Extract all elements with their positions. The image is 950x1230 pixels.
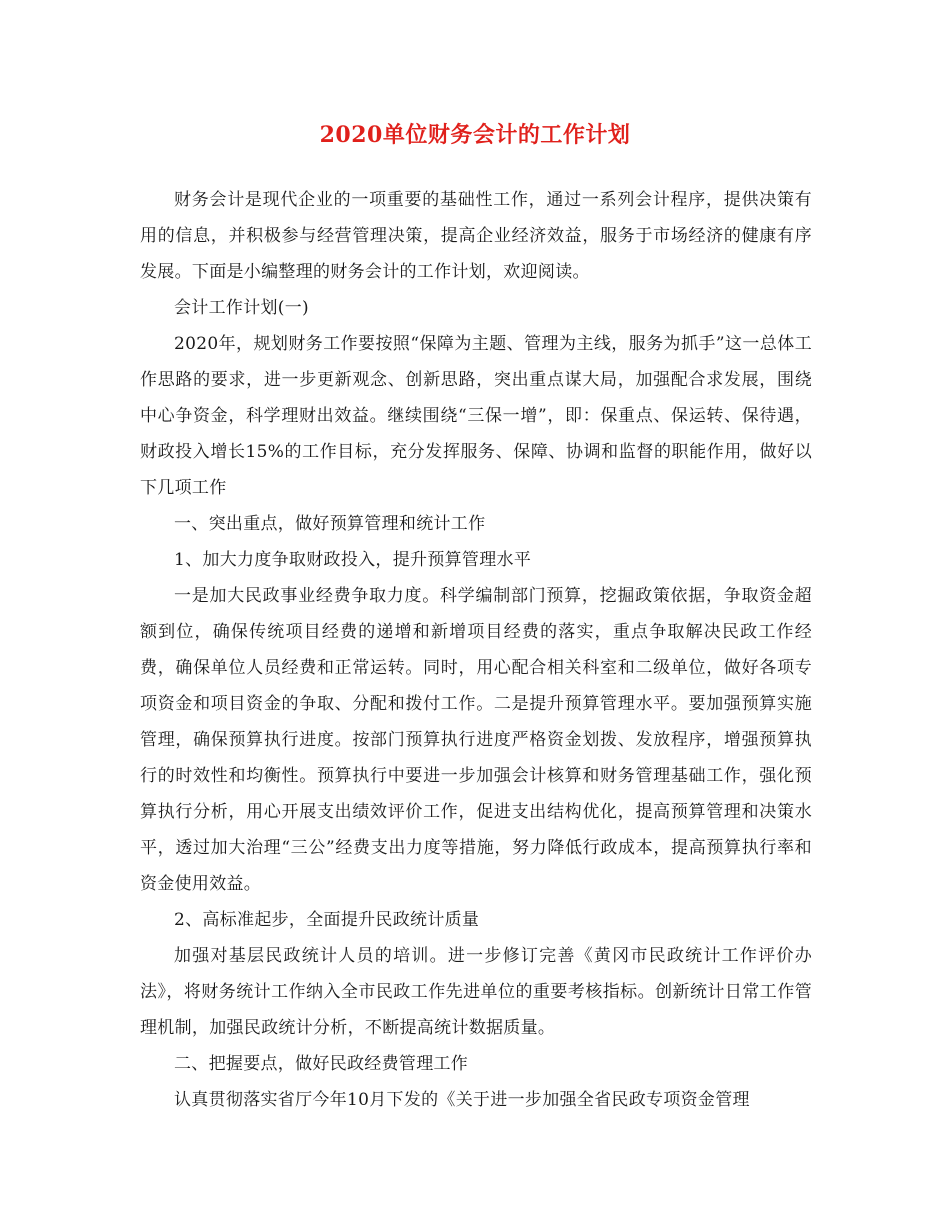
subsection-heading-1-1: 1、加大力度争取财政投入，提升预算管理水平 xyxy=(174,550,532,570)
paragraph-overview: 2020年，规划财务工作要按照“保障为主题、管理为主线，服务为抓手”这一总体工作思路的要求，进一步更新观念、创新思路，突出重点谋大局，加强配合求发展，围绕中心争资金，科学理财出效益。继续围绕“三保一增”，即：保重点、保运转、保待遇，财政投入增长15%的工作目标，充分发挥服务、保障、协调和监督的职能作用，做好以下几项工作 xyxy=(140,334,812,498)
section-heading-plan-one: 会计工作计划(一) xyxy=(174,298,309,318)
document-body xyxy=(140,182,812,1118)
paragraph-budget: 一是加大民政事业经费争取力度。科学编制部门预算，挖掘政策依据，争取资金超额到位，确保传统项目经费的递增和新增项目经费的落实，重点争取解决民政工作经费，确保单位人员经费和正常运转。同时，用心配合相关科室和二级单位，做好各项专项资金和项目资金的争取、分配和拨付工作。二是提升预算管理水平。要加强预算实施管理，确保预算执行进度。按部门预算执行进度严格资金划拨、发放程序，增强预算执行的时效性和均衡性。预算执行中要进一步加强会计核算和财务管理基础工作，强化预算执行分析，用心开展支出绩效评价工作，促进支出结构优化，提高预算管理和决策水平，透过加大治理“三公”经费支出力度等措施，努力降低行政成本，提高预算执行率和资金使用效益。 xyxy=(140,586,812,894)
document-title: 2020单位财务会计的工作计划 xyxy=(319,122,631,148)
paragraph-statistics: 加强对基层民政统计人员的培训。进一步修订完善《黄冈市民政统计工作评价办法》，将财务统计工作纳入全市民政工作先进单位的重要考核指标。创新统计日常工作管理机制，加强民政统计分析，不断提高统计数据质量。 xyxy=(140,946,812,1038)
subsection-heading-1-2: 2、高标准起步，全面提升民政统计质量 xyxy=(174,910,480,930)
paragraph-intro: 财务会计是现代企业的一项重要的基础性工作，通过一系列会计程序，提供决策有用的信息，并积极参与经营管理决策，提高企业经济效益，服务于市场经济的健康有序发展。下面是小编整理的财务会计的工作计划，欢迎阅读。 xyxy=(140,190,812,282)
paragraph-funds: 认真贯彻落实省厅今年10月下发的《关于进一步加强全省民政专项资金管理 xyxy=(174,1090,750,1110)
section-heading-2: 二、把握要点，做好民政经费管理工作 xyxy=(174,1054,469,1074)
section-heading-1: 一、突出重点，做好预算管理和统计工作 xyxy=(174,514,486,534)
